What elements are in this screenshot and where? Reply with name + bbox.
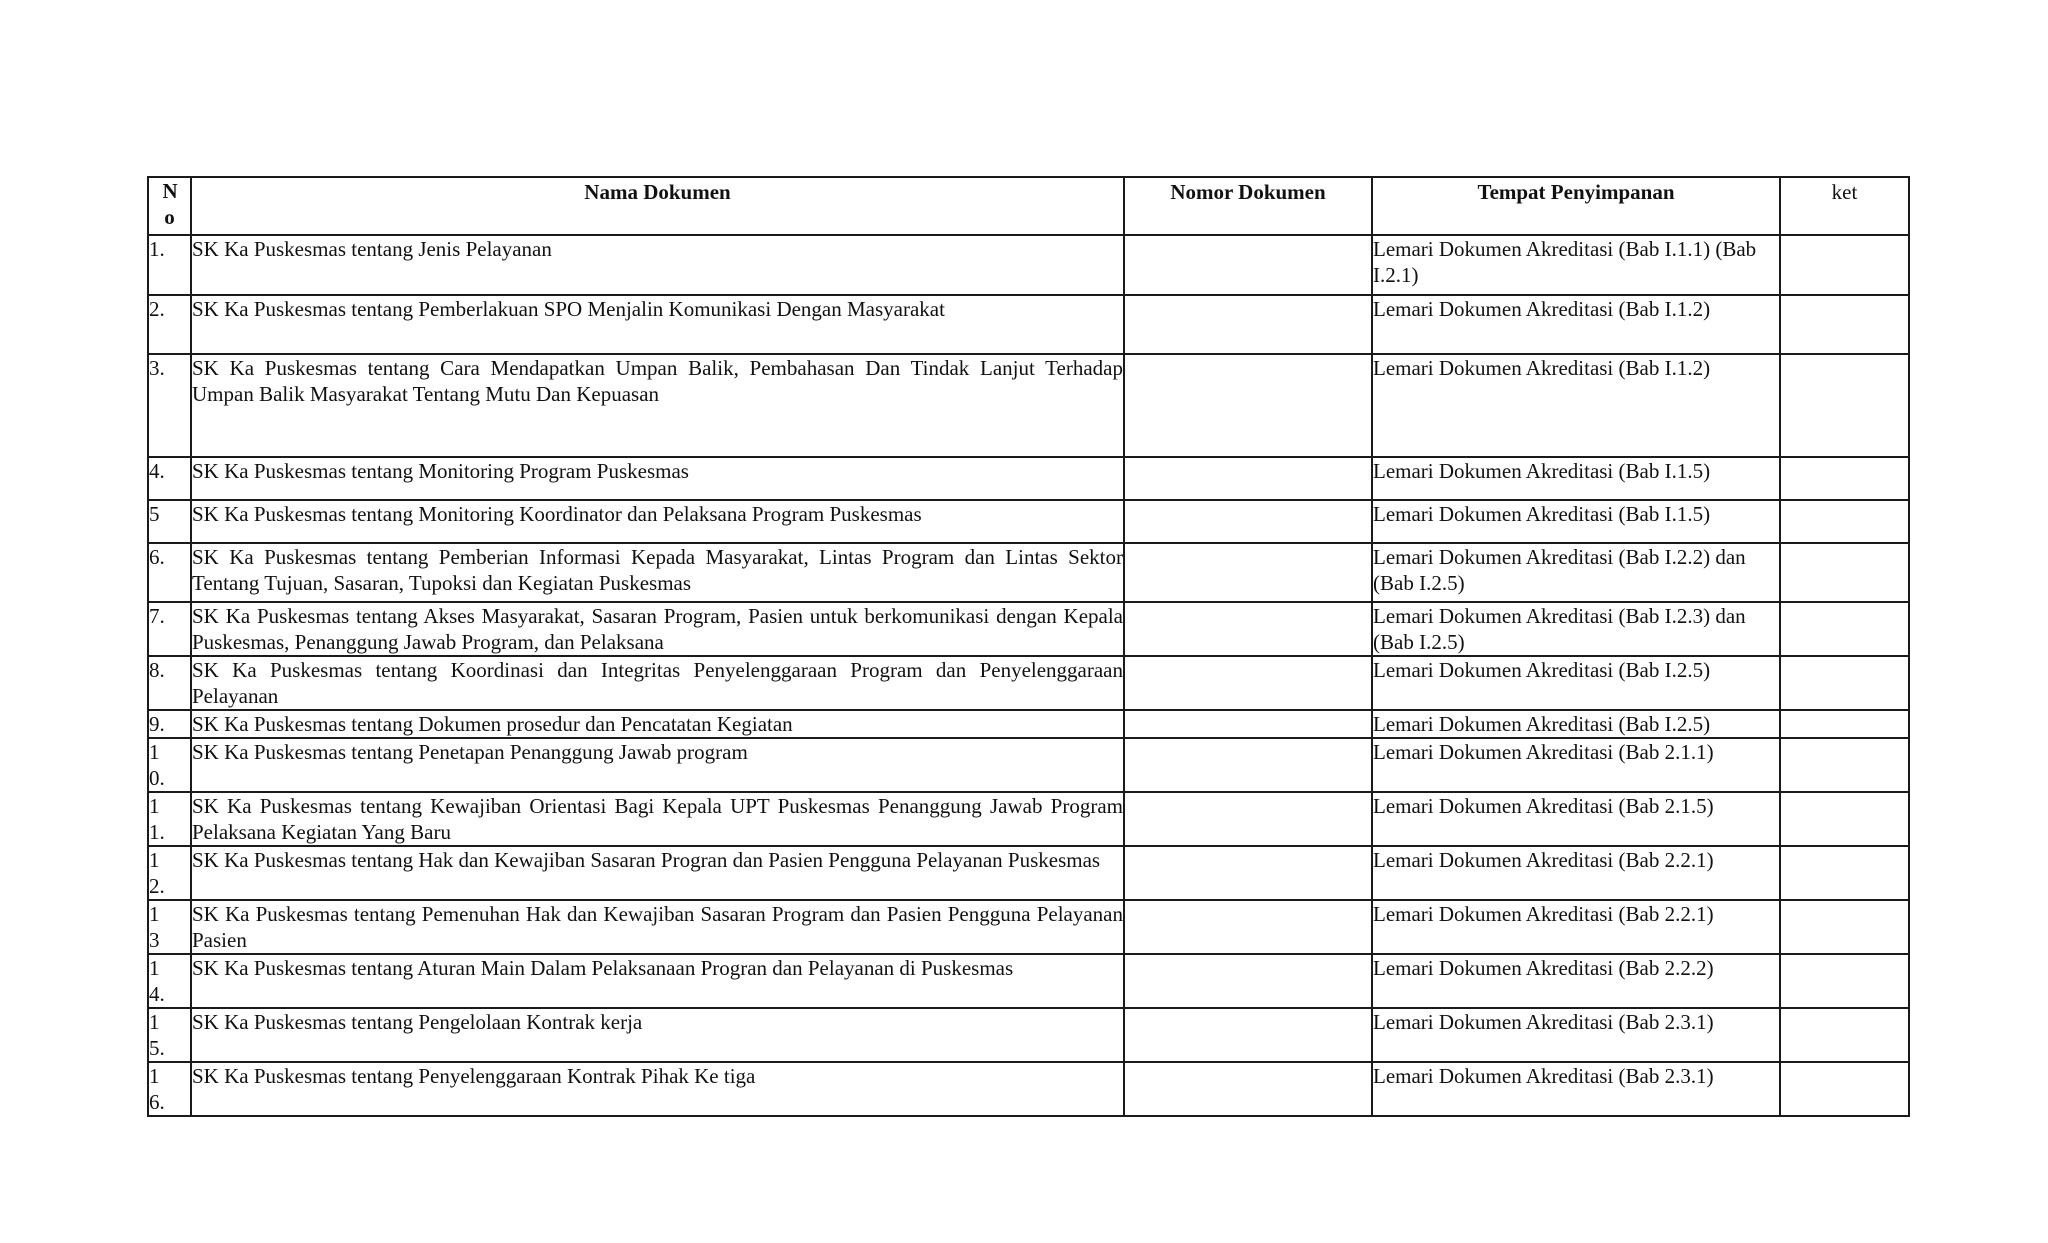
storage-location: Lemari Dokumen Akreditasi (Bab I.2.5) — [1373, 658, 1711, 682]
storage-location-cell — [1372, 602, 1780, 656]
row-number-cell — [148, 954, 191, 1008]
document-number-cell — [1124, 235, 1372, 295]
remarks-cell — [1780, 954, 1909, 1008]
header-tempat-penyimpanan: Tempat Penyimpanan — [1372, 177, 1780, 235]
storage-location-cell — [1372, 1062, 1780, 1116]
table-row — [148, 710, 1909, 738]
table-row — [148, 457, 1909, 500]
storage-location-cell — [1372, 1008, 1780, 1062]
document-name: SK Ka Puskesmas tentang Cara Mendapatkan Umpan Balik, Pembahasan Dan Tindak Lanjut Terhadap Umpan Balik Masyarakat Tentang Mutu Dan Kepuasan — [192, 356, 1123, 406]
table-row — [148, 235, 1909, 295]
storage-location: Lemari Dokumen Akreditasi (Bab I.1.2) — [1373, 297, 1711, 321]
document-name-cell — [191, 354, 1124, 457]
table-row — [148, 792, 1909, 846]
storage-location: Lemari Dokumen Akreditasi (Bab 2.3.1) — [1373, 1064, 1714, 1088]
storage-location-cell — [1372, 792, 1780, 846]
row-number-cell — [148, 354, 191, 457]
document-name-cell — [191, 500, 1124, 543]
row-number: 11. — [149, 794, 165, 844]
storage-location-cell — [1372, 738, 1780, 792]
remarks-cell — [1780, 602, 1909, 656]
header-row — [148, 177, 1909, 235]
document-name-cell — [191, 846, 1124, 900]
row-number-cell — [148, 846, 191, 900]
document-name: SK Ka Puskesmas tentang Pemenuhan Hak dan Kewajiban Sasaran Program dan Pasien Pengguna Pelayanan Pasien — [192, 902, 1123, 952]
row-number-cell — [148, 656, 191, 710]
document-name: SK Ka Puskesmas tentang Hak dan Kewajiban Sasaran Progran dan Pasien Pengguna Pelayanan Puskesmas — [192, 848, 1101, 872]
table-row — [148, 295, 1909, 354]
document-name: SK Ka Puskesmas tentang Dokumen prosedur dan Pencatatan Kegiatan — [192, 712, 793, 736]
table-row — [148, 656, 1909, 710]
document-name-cell — [191, 738, 1124, 792]
remarks-cell — [1780, 354, 1909, 457]
storage-location-cell — [1372, 295, 1780, 354]
table-row — [148, 543, 1909, 602]
storage-location: Lemari Dokumen Akreditasi (Bab 2.1.1) — [1373, 740, 1714, 764]
remarks-cell — [1780, 656, 1909, 710]
document-number-cell — [1124, 354, 1372, 457]
remarks-cell — [1780, 1062, 1909, 1116]
table-row — [148, 1062, 1909, 1116]
document-number-cell — [1124, 602, 1372, 656]
row-number-cell — [148, 1008, 191, 1062]
table-row — [148, 846, 1909, 900]
document-number-cell — [1124, 710, 1372, 738]
document-name: SK Ka Puskesmas tentang Pemberlakuan SPO Menjalin Komunikasi Dengan Masyarakat — [192, 297, 945, 321]
document-name: SK Ka Puskesmas tentang Kewajiban Orientasi Bagi Kepala UPT Puskesmas Penanggung Jawab Program Pelaksana Kegiatan Yang Baru — [192, 794, 1123, 844]
document-name: SK Ka Puskesmas tentang Pemberian Informasi Kepada Masyarakat, Lintas Program dan Lintas Sektor Tentang Tujuan, Sasaran, Tupoksi dan Kegiatan Puskesmas — [192, 545, 1123, 595]
storage-location: Lemari Dokumen Akreditasi (Bab I.1.1) (Bab I.2.1) — [1373, 237, 1757, 287]
storage-location-cell — [1372, 500, 1780, 543]
row-number: 10. — [149, 740, 165, 790]
document-name: SK Ka Puskesmas tentang Monitoring Koordinator dan Pelaksana Program Puskesmas — [192, 502, 922, 526]
remarks-cell — [1780, 710, 1909, 738]
table-row — [148, 354, 1909, 457]
row-number: 6. — [149, 545, 165, 569]
remarks-cell — [1780, 295, 1909, 354]
storage-location: Lemari Dokumen Akreditasi (Bab I.2.2) dan (Bab I.2.5) — [1373, 545, 1746, 595]
header-ket: ket — [1780, 177, 1909, 235]
row-number: 8. — [149, 658, 165, 682]
remarks-cell — [1780, 792, 1909, 846]
document-name: SK Ka Puskesmas tentang Aturan Main Dalam Pelaksanaan Progran dan Pelayanan di Puskesmas — [192, 956, 1014, 980]
document-name-cell — [191, 457, 1124, 500]
row-number-cell — [148, 543, 191, 602]
document-number-cell — [1124, 457, 1372, 500]
storage-location: Lemari Dokumen Akreditasi (Bab I.2.3) dan (Bab I.2.5) — [1373, 604, 1746, 654]
storage-location-cell — [1372, 656, 1780, 710]
document-number-cell — [1124, 846, 1372, 900]
document-name: SK Ka Puskesmas tentang Akses Masyarakat, Sasaran Program, Pasien untuk berkomunikasi dengan Kepala Puskesmas, Penanggung Jawab Program, dan Pelaksana — [192, 604, 1123, 654]
row-number: 4. — [149, 459, 165, 483]
storage-location-cell — [1372, 846, 1780, 900]
storage-location-cell — [1372, 900, 1780, 954]
row-number: 15. — [149, 1010, 165, 1060]
document-number-cell — [1124, 900, 1372, 954]
document-name-cell — [191, 900, 1124, 954]
storage-location: Lemari Dokumen Akreditasi (Bab I.2.5) — [1373, 712, 1711, 736]
remarks-cell — [1780, 235, 1909, 295]
document-number-cell — [1124, 738, 1372, 792]
storage-location-cell — [1372, 954, 1780, 1008]
row-number: 13 — [149, 902, 160, 952]
row-number: 7. — [149, 604, 165, 628]
document-name-cell — [191, 710, 1124, 738]
row-number-cell — [148, 457, 191, 500]
row-number-cell — [148, 900, 191, 954]
table-row — [148, 1008, 1909, 1062]
document-name: SK Ka Puskesmas tentang Koordinasi dan Integritas Penyelenggaraan Program dan Penyelenggaraan Pelayanan — [192, 658, 1123, 708]
table-row — [148, 900, 1909, 954]
document-number-cell — [1124, 1008, 1372, 1062]
document-number-cell — [1124, 1062, 1372, 1116]
remarks-cell — [1780, 500, 1909, 543]
document-number-cell — [1124, 656, 1372, 710]
row-number: 3. — [149, 356, 165, 380]
remarks-cell — [1780, 1008, 1909, 1062]
remarks-cell — [1780, 543, 1909, 602]
storage-location-cell — [1372, 457, 1780, 500]
document-name: SK Ka Puskesmas tentang Penetapan Penanggung Jawab program — [192, 740, 748, 764]
storage-location: Lemari Dokumen Akreditasi (Bab 2.2.1) — [1373, 848, 1714, 872]
document-name-cell — [191, 602, 1124, 656]
storage-location-cell — [1372, 710, 1780, 738]
remarks-cell — [1780, 846, 1909, 900]
header-nomor-dokumen: Nomor Dokumen — [1124, 177, 1372, 235]
document-name: SK Ka Puskesmas tentang Penyelenggaraan Kontrak Pihak Ke tiga — [192, 1064, 756, 1088]
storage-location: Lemari Dokumen Akreditasi (Bab I.1.5) — [1373, 502, 1711, 526]
storage-location: Lemari Dokumen Akreditasi (Bab 2.2.2) — [1373, 956, 1714, 980]
document-name-cell — [191, 235, 1124, 295]
document-name-cell — [191, 1062, 1124, 1116]
document-name-cell — [191, 954, 1124, 1008]
document-table — [147, 176, 1910, 1117]
document-name: SK Ka Puskesmas tentang Jenis Pelayanan — [192, 237, 552, 261]
document-name-cell — [191, 656, 1124, 710]
document-number-cell — [1124, 500, 1372, 543]
table-row — [148, 954, 1909, 1008]
row-number-cell — [148, 500, 191, 543]
storage-location-cell — [1372, 354, 1780, 457]
remarks-cell — [1780, 738, 1909, 792]
storage-location: Lemari Dokumen Akreditasi (Bab 2.2.1) — [1373, 902, 1714, 926]
row-number-cell — [148, 792, 191, 846]
row-number-cell — [148, 235, 191, 295]
row-number: 12. — [149, 848, 165, 898]
row-number-cell — [148, 710, 191, 738]
row-number-cell — [148, 1062, 191, 1116]
row-number-cell — [148, 295, 191, 354]
table-row — [148, 500, 1909, 543]
storage-location: Lemari Dokumen Akreditasi (Bab I.1.2) — [1373, 356, 1711, 380]
document-name-cell — [191, 295, 1124, 354]
storage-location: Lemari Dokumen Akreditasi (Bab 2.1.5) — [1373, 794, 1714, 818]
document-number-cell — [1124, 792, 1372, 846]
document-name-cell — [191, 1008, 1124, 1062]
row-number: 14. — [149, 956, 165, 1006]
header-no: No — [148, 177, 191, 235]
document-name-cell — [191, 543, 1124, 602]
storage-location: Lemari Dokumen Akreditasi (Bab 2.3.1) — [1373, 1010, 1714, 1034]
row-number: 1. — [149, 237, 165, 261]
row-number-cell — [148, 738, 191, 792]
row-number-cell — [148, 602, 191, 656]
storage-location: Lemari Dokumen Akreditasi (Bab I.1.5) — [1373, 459, 1711, 483]
remarks-cell — [1780, 900, 1909, 954]
document-number-cell — [1124, 295, 1372, 354]
document-name: SK Ka Puskesmas tentang Pengelolaan Kontrak kerja — [192, 1010, 643, 1034]
row-number: 16. — [149, 1064, 165, 1114]
document-name: SK Ka Puskesmas tentang Monitoring Program Puskesmas — [192, 459, 689, 483]
row-number: 9. — [149, 712, 165, 736]
document-name-cell — [191, 792, 1124, 846]
document-number-cell — [1124, 543, 1372, 602]
storage-location-cell — [1372, 543, 1780, 602]
table-row — [148, 602, 1909, 656]
remarks-cell — [1780, 457, 1909, 500]
storage-location-cell — [1372, 235, 1780, 295]
header-nama-dokumen: Nama Dokumen — [191, 177, 1124, 235]
row-number: 5 — [149, 502, 160, 526]
table-row — [148, 738, 1909, 792]
document-number-cell — [1124, 954, 1372, 1008]
row-number: 2. — [149, 297, 165, 321]
